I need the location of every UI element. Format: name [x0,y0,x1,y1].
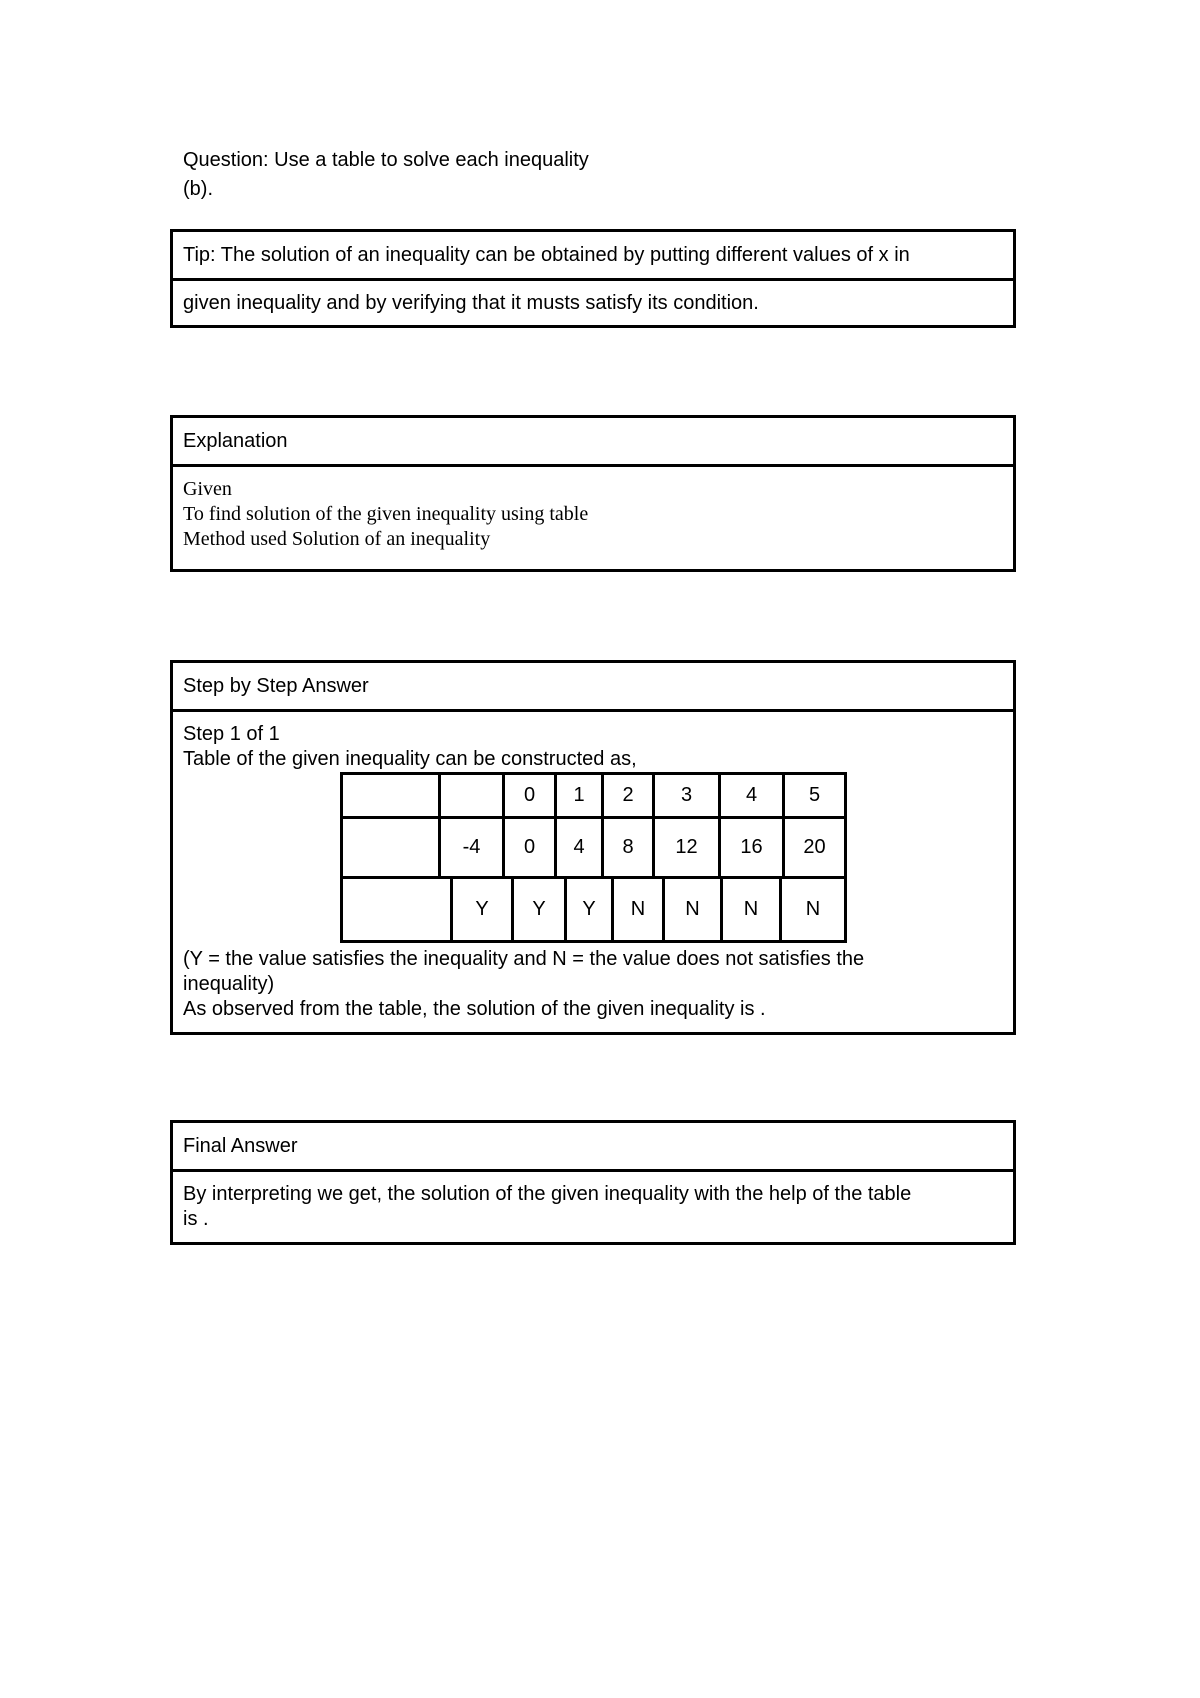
table-cell: 4 [554,816,604,879]
table-cell: 5 [782,772,847,819]
table-cell: 2 [601,772,655,819]
explanation-body [173,467,1013,558]
table-cell: N [662,876,723,943]
table-cell: 8 [601,816,655,879]
table-cell: 1 [554,772,604,819]
table-cell: 12 [652,816,721,879]
table-cell: Y [450,876,514,943]
table-cell: 0 [502,772,557,819]
question-text: Question: Use a table to solve each inequality [183,149,589,171]
tip-line-1: Tip: The solution of an inequality can be obtained by putting different values of x in [173,232,1013,281]
table-cell: 0 [502,816,557,879]
table-cell: Y [511,876,567,943]
table-cell: N [779,876,847,943]
final-answer-body [173,1172,1013,1238]
tip-box [170,229,1016,328]
question-part: (b). [183,178,213,200]
table-cell: Y [564,876,614,943]
final-answer-title: Final Answer [173,1123,1013,1172]
step-title: Step by Step Answer [173,663,1013,712]
step-legend-1: (Y = the value satisfies the inequality and N = the value does not satisfies the [183,948,865,970]
final-answer-line-2: is . [183,1208,209,1230]
tip-line-2: given inequality and by verifying that it musts satisfy its condition. [183,291,759,314]
table-cell: N [611,876,665,943]
table-cell [340,876,453,943]
table-cell [340,816,441,879]
table-cell: 4 [718,772,785,819]
step-legend-2: inequality) [183,973,275,995]
step-intro: Table of the given inequality can be constructed as, [183,748,637,770]
table-cell [438,772,505,819]
table-cell: 3 [652,772,721,819]
explanation-to-find: To find solution of the given inequality using table [183,503,589,525]
explanation-given: Given [183,478,232,500]
table-cell: 20 [782,816,847,879]
table-cell: N [720,876,782,943]
step-label: Step 1 of 1 [183,723,280,745]
final-answer-line-1: By interpreting we get, the solution of the given inequality with the help of the table [183,1183,912,1205]
explanation-box [170,415,1016,572]
table-cell: 16 [718,816,785,879]
table-cell: -4 [438,816,505,879]
step-conclusion: As observed from the table, the solution of the given inequality is . [183,998,766,1020]
final-answer-box [170,1120,1016,1245]
explanation-title: Explanation [173,418,1013,467]
explanation-method: Method used Solution of an inequality [183,528,491,550]
table-cell [340,772,441,819]
